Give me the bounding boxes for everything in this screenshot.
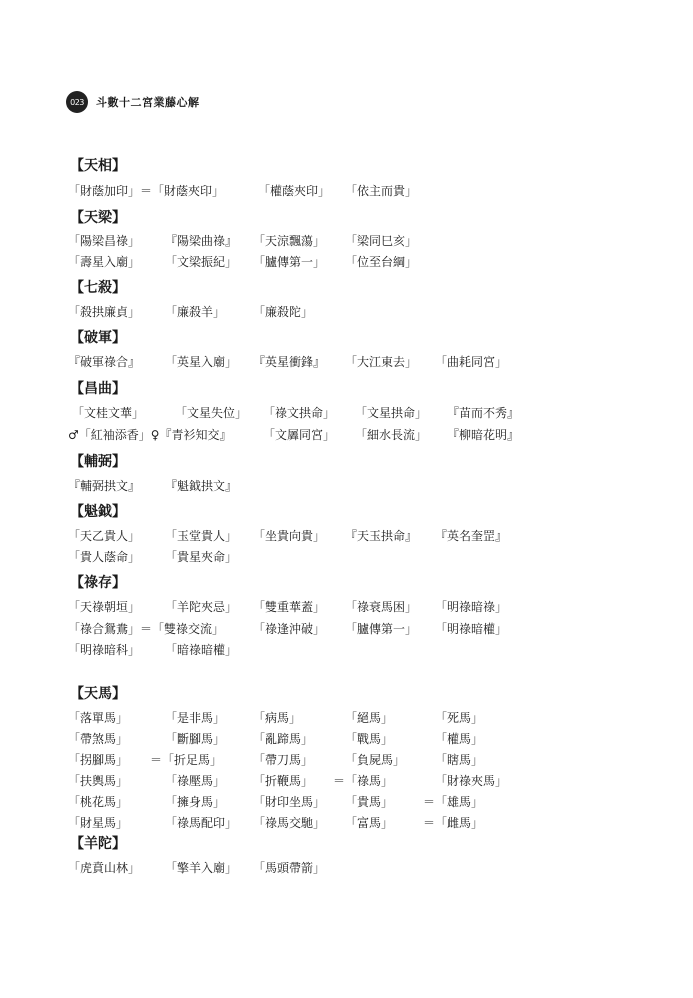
section-title: 【輔弼】 bbox=[70, 454, 126, 470]
section-title: 【羊陀】 bbox=[70, 836, 126, 852]
term-item: 「廉殺羊」 bbox=[165, 305, 226, 319]
term-item: 「英星入廟」 bbox=[165, 355, 238, 369]
term-item: 「斷腳馬」 bbox=[165, 732, 226, 746]
section-title: 【天相】 bbox=[70, 158, 126, 174]
section-title: 【破軍】 bbox=[70, 330, 126, 346]
term-item: 「戰馬」 bbox=[345, 732, 394, 746]
term-row bbox=[0, 354, 693, 370]
term-item: 「祿馬交馳」 bbox=[253, 816, 326, 830]
term-item: 「文羼同宮」 bbox=[263, 428, 336, 442]
term-row bbox=[0, 304, 693, 320]
term-item: 「天祿朝垣」 bbox=[68, 600, 141, 614]
term-item: 「權蔭夾印」 bbox=[258, 184, 331, 198]
term-item: 『魁鉞拱文』 bbox=[165, 479, 238, 493]
term-row bbox=[0, 528, 693, 544]
term-item: 「細水長流」 bbox=[355, 428, 428, 442]
term-item: 「絕馬」 bbox=[345, 711, 394, 725]
term-item: 「帶煞馬」 bbox=[68, 732, 129, 746]
term-item: 「大江東去」 bbox=[345, 355, 418, 369]
term-item: 「殺拱廉貞」 bbox=[68, 305, 141, 319]
term-item: 「祿逢沖破」 bbox=[253, 622, 326, 636]
term-item: 「馬頭帶箭」 bbox=[253, 861, 326, 875]
term-item: 『柳暗花明』 bbox=[447, 428, 520, 442]
section-title: 【祿存】 bbox=[70, 575, 126, 591]
term-item: 『破軍祿合』 bbox=[68, 355, 141, 369]
term-item: 「財印坐馬」 bbox=[253, 795, 326, 809]
term-item: 「瞎馬」 bbox=[435, 753, 484, 767]
term-item: 「廉殺陀」 bbox=[253, 305, 314, 319]
term-row bbox=[0, 183, 693, 199]
term-row bbox=[0, 599, 693, 615]
term-item: 「落單馬」 bbox=[68, 711, 129, 725]
term-row bbox=[0, 405, 693, 421]
term-row bbox=[0, 427, 693, 443]
term-item: 「帶刀馬」 bbox=[253, 753, 314, 767]
term-item: 「臚傳第一」 bbox=[253, 255, 326, 269]
term-item: ＝「折足馬」 bbox=[150, 753, 223, 767]
term-row bbox=[0, 478, 693, 494]
term-row bbox=[0, 794, 693, 810]
term-item: 「坐貴向貴」 bbox=[253, 529, 326, 543]
term-item: 「是非馬」 bbox=[165, 711, 226, 725]
term-row bbox=[0, 642, 693, 658]
term-item: 「羊陀夾忌」 bbox=[165, 600, 238, 614]
term-item: 「祿合鴛鴦」＝「雙祿交流」 bbox=[68, 622, 225, 636]
term-row bbox=[0, 254, 693, 270]
section-title: 【昌曲】 bbox=[70, 381, 126, 397]
term-item: ＝「祿馬」 bbox=[333, 774, 394, 788]
term-item: 「天涼飄蕩」 bbox=[253, 234, 326, 248]
term-item: 「祿文拱命」 bbox=[263, 406, 336, 420]
term-item: 「桃花馬」 bbox=[68, 795, 129, 809]
term-item: 「暗祿暗權」 bbox=[165, 643, 238, 657]
term-item: 「擎羊入廟」 bbox=[165, 861, 238, 875]
term-row bbox=[0, 549, 693, 565]
term-row bbox=[0, 710, 693, 726]
term-item: 「文星失位」 bbox=[175, 406, 248, 420]
term-item: 「虎賁山林」 bbox=[68, 861, 141, 875]
term-item: 「祿馬配印」 bbox=[165, 816, 238, 830]
term-row bbox=[0, 731, 693, 747]
term-item: 「貴馬」 bbox=[345, 795, 394, 809]
section-title: 【魁鉞】 bbox=[70, 504, 126, 520]
term-item: 「天乙貴人」 bbox=[68, 529, 141, 543]
term-row bbox=[0, 860, 693, 876]
term-item: 「明祿暗祿」 bbox=[435, 600, 508, 614]
term-item: 『英星衝鋒』 bbox=[253, 355, 326, 369]
term-item: 『天玉拱命』 bbox=[345, 529, 418, 543]
section-title: 【天馬】 bbox=[70, 686, 126, 702]
term-item: 「臚傳第一」 bbox=[345, 622, 418, 636]
page-number-badge: 023 bbox=[66, 91, 88, 113]
term-item: 「文桂文華」 bbox=[72, 406, 145, 420]
section-title: 【七殺】 bbox=[70, 280, 126, 296]
term-item: 「拐腳馬」 bbox=[68, 753, 129, 767]
term-item: 「亂蹄馬」 bbox=[253, 732, 314, 746]
term-row bbox=[0, 621, 693, 637]
term-item: 「貴人蔭命」 bbox=[68, 550, 141, 564]
term-item: 「位至台綱」 bbox=[345, 255, 418, 269]
term-item: 『陽梁曲祿』 bbox=[165, 234, 238, 248]
term-row bbox=[0, 752, 693, 768]
term-item: 「富馬」 bbox=[345, 816, 394, 830]
term-item: 「財星馬」 bbox=[68, 816, 129, 830]
term-row bbox=[0, 773, 693, 789]
term-item: 「雙重華蓋」 bbox=[253, 600, 326, 614]
running-title: 斗數十二宮業藤心解 bbox=[96, 96, 200, 109]
term-item: 「祿衰馬困」 bbox=[345, 600, 418, 614]
term-item: 「依主而貴」 bbox=[345, 184, 418, 198]
term-item: 「祿壓馬」 bbox=[165, 774, 226, 788]
term-item: 「貴星夾命」 bbox=[165, 550, 238, 564]
term-item: 『苗而不秀』 bbox=[447, 406, 520, 420]
term-row bbox=[0, 815, 693, 831]
term-item: 「死馬」 bbox=[435, 711, 484, 725]
term-item: 「負屍馬」 bbox=[345, 753, 406, 767]
term-item: 「玉堂貴人」 bbox=[165, 529, 238, 543]
term-item: 「財蔭加印」＝「財蔭夾印」 bbox=[68, 184, 225, 198]
term-item: 「財祿夾馬」 bbox=[435, 774, 508, 788]
section-title: 【天梁】 bbox=[70, 210, 126, 226]
term-item: 「文梁振紀」 bbox=[165, 255, 238, 269]
term-item: 「折鞭馬」 bbox=[253, 774, 314, 788]
term-row bbox=[0, 233, 693, 249]
term-item: 「陽梁昌祿」 bbox=[68, 234, 141, 248]
term-item: 「擁身馬」 bbox=[165, 795, 226, 809]
term-item: ＝「雄馬」 bbox=[423, 795, 484, 809]
term-item: 「壽星入廟」 bbox=[68, 255, 141, 269]
term-item: 「文星拱命」 bbox=[355, 406, 428, 420]
term-item: 『輔弼拱文』 bbox=[68, 479, 141, 493]
term-item: ♂「紅袖添香」♀『青衫知交』 bbox=[68, 428, 232, 442]
term-item: 「梁同巳亥」 bbox=[345, 234, 418, 248]
term-item: 『英名奎罡』 bbox=[435, 529, 508, 543]
term-item: 「明祿暗科」 bbox=[68, 643, 141, 657]
term-item: 「病馬」 bbox=[253, 711, 302, 725]
term-item: 「曲耗同宮」 bbox=[435, 355, 508, 369]
term-item: ＝「雌馬」 bbox=[423, 816, 484, 830]
term-item: 「扶輿馬」 bbox=[68, 774, 129, 788]
term-item: 「權馬」 bbox=[435, 732, 484, 746]
term-item: 「明祿暗權」 bbox=[435, 622, 508, 636]
